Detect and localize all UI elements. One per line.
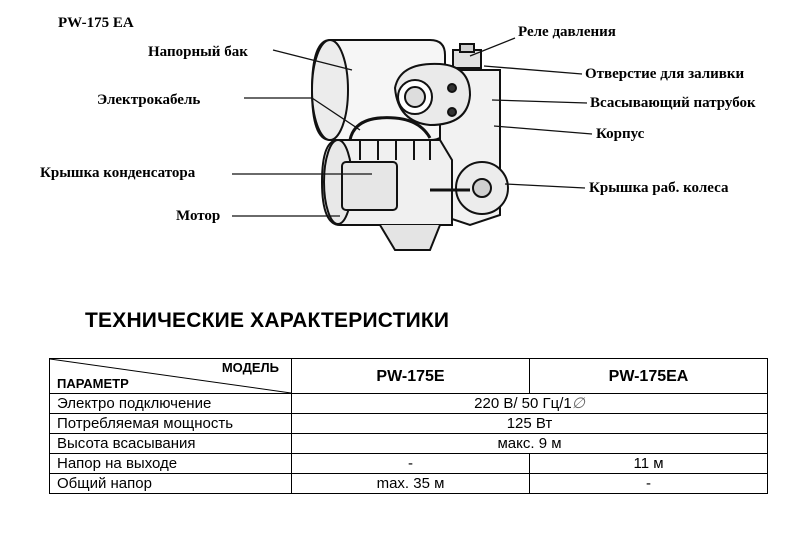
label-body: Корпус <box>596 126 645 142</box>
row-value-text: 220 В/ 50 Гц/1 <box>474 395 572 412</box>
row-value-pw175e: - <box>292 454 530 474</box>
header-model-label: МОДЕЛЬ <box>221 360 279 375</box>
label-fill-hole: Отверстие для заливки <box>585 66 745 82</box>
row-value-merged: макс. 9 м <box>292 434 768 454</box>
row-value-merged <box>292 394 768 414</box>
spec-heading: ТЕХНИЧЕСКИЕ ХАРАКТЕРИСТИКИ <box>85 309 450 332</box>
row-param: Электро подключение <box>50 394 292 414</box>
label-pressure-relay: Реле давления <box>518 24 616 40</box>
col-header-pw175e: PW-175E <box>292 359 530 394</box>
table-row <box>50 434 768 454</box>
row-value-merged: 125 Вт <box>292 414 768 434</box>
row-value-pw175e: max. 35 м <box>292 474 530 494</box>
label-capacitor-cover: Крышка конденсатора <box>40 165 196 181</box>
table-header-row <box>50 359 768 394</box>
header-param-label: ПАРАМЕТР <box>57 376 129 391</box>
row-param: Потребляемая мощность <box>50 414 292 434</box>
table-row <box>50 394 768 414</box>
label-cable: Электрокабель <box>97 92 201 108</box>
col-header-pw175ea: PW-175EA <box>530 359 768 394</box>
phase-symbol: ∅ <box>571 395 585 412</box>
param-model-header-cell <box>50 359 292 394</box>
row-param: Напор на выходе <box>50 454 292 474</box>
row-value-pw175ea: - <box>530 474 768 494</box>
table-row <box>50 474 768 494</box>
row-param: Высота всасывания <box>50 434 292 454</box>
row-value-pw175ea: 11 м <box>530 454 768 474</box>
label-motor: Мотор <box>176 208 221 224</box>
label-impeller-cover: Крышка раб. колеса <box>589 180 729 196</box>
row-param: Общий напор <box>50 474 292 494</box>
table-row <box>50 454 768 474</box>
spec-table <box>49 358 768 494</box>
model-title: PW-175 EA <box>58 15 134 31</box>
label-tank: Напорный бак <box>148 44 248 60</box>
table-row <box>50 414 768 434</box>
label-suction-pipe: Всасывающий патрубок <box>590 95 756 111</box>
capacitor-cover-drawing <box>342 162 397 210</box>
